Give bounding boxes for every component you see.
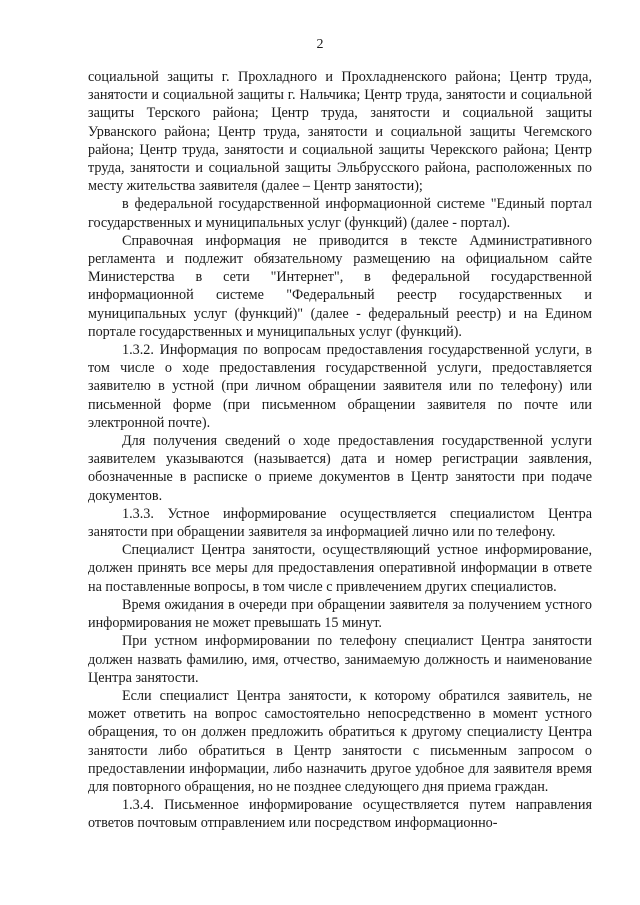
paragraph-status-info: Для получения сведений о ходе предоставления государственной услуги заявителем указываются (называется) дата и номер регистрации заявления, обозначенные в расписке о приеме документов в Центр занятости при подаче документов. bbox=[88, 433, 592, 504]
paragraph-waiting-time: Время ожидания в очереди при обращении заявителя за получением устного информирования не может превышать 15 минут. bbox=[88, 596, 592, 632]
paragraph-reference-info: Справочная информация не приводится в тексте Административного регламента и подлежит обязательному размещению на официальном сайте Министерства в сети "Интернет", в федеральной государственной информационной системе "Федеральный реестр государственных и муниципальных услуг (функций)" (далее - федеральный реестр) и на Едином портале государственных и муниципальных услуг (функций). bbox=[88, 232, 592, 340]
page-number: 2 bbox=[316, 37, 324, 52]
paragraph-centers-list: социальной защиты г. Прохладного и Прохладненского района; Центр труда, занятости и социальной защиты г. Нальчика; Центр труда, занятости и социальной защиты Терского района; Центр труда, занятости и социальной защиты Урванского района; Центр труда, занятости и социальной защиты Чегемского района; Центр труда, занятости и социальной защиты Черекского района; Центр труда, занятости и социальной защиты Эльбрусского района, расположенных по месту жительства заявителя (далее – Центр занятости); bbox=[88, 69, 592, 195]
paragraph-portal: в федеральной государственной информационной системе "Единый портал государственных и муниципальных услуг (функций) (далее - портал). bbox=[88, 196, 592, 231]
paragraph-specialist: Специалист Центра занятости, осуществляющий устное информирование, должен принять все меры для предоставления оперативной информации в ответе на поставленные вопросы, в том числе с привлечением других специалистов. bbox=[88, 542, 592, 595]
paragraph-1-3-2: 1.3.2. Информация по вопросам предоставления государственной услуги, в том числе о ходе предоставления государственной услуги, предоставляется заявителю в устной (при личном обращении заявителя или по телефону) или письменной форме (при письменном обращении заявителя по почте или электронной почте). bbox=[88, 342, 592, 431]
document-body bbox=[88, 68, 592, 833]
paragraph-redirect: Если специалист Центра занятости, к которому обратился заявитель, не может ответить на вопрос самостоятельно непосредственно в момент устного обращения, то он должен предложить обратиться к другому специалисту Центра занятости либо обратиться в Центр занятости с письменным запросом о предоставлении информации, либо назначить другое удобное для заявителя время для повторного обращения, но не позднее следующего дня приема граждан. bbox=[88, 687, 592, 795]
paragraph-1-3-4: 1.3.4. Письменное информирование осуществляется путем направления ответов почтовым отправлением или посредством информационно- bbox=[88, 797, 592, 832]
paragraph-phone-info: При устном информировании по телефону специалист Центра занятости должен назвать фамилию, имя, отчество, занимаемую должность и наименование Центра занятости. bbox=[88, 633, 592, 686]
paragraph-1-3-3: 1.3.3. Устное информирование осуществляется специалистом Центра занятости при обращении заявителя за информацией лично или по телефону. bbox=[88, 505, 592, 541]
